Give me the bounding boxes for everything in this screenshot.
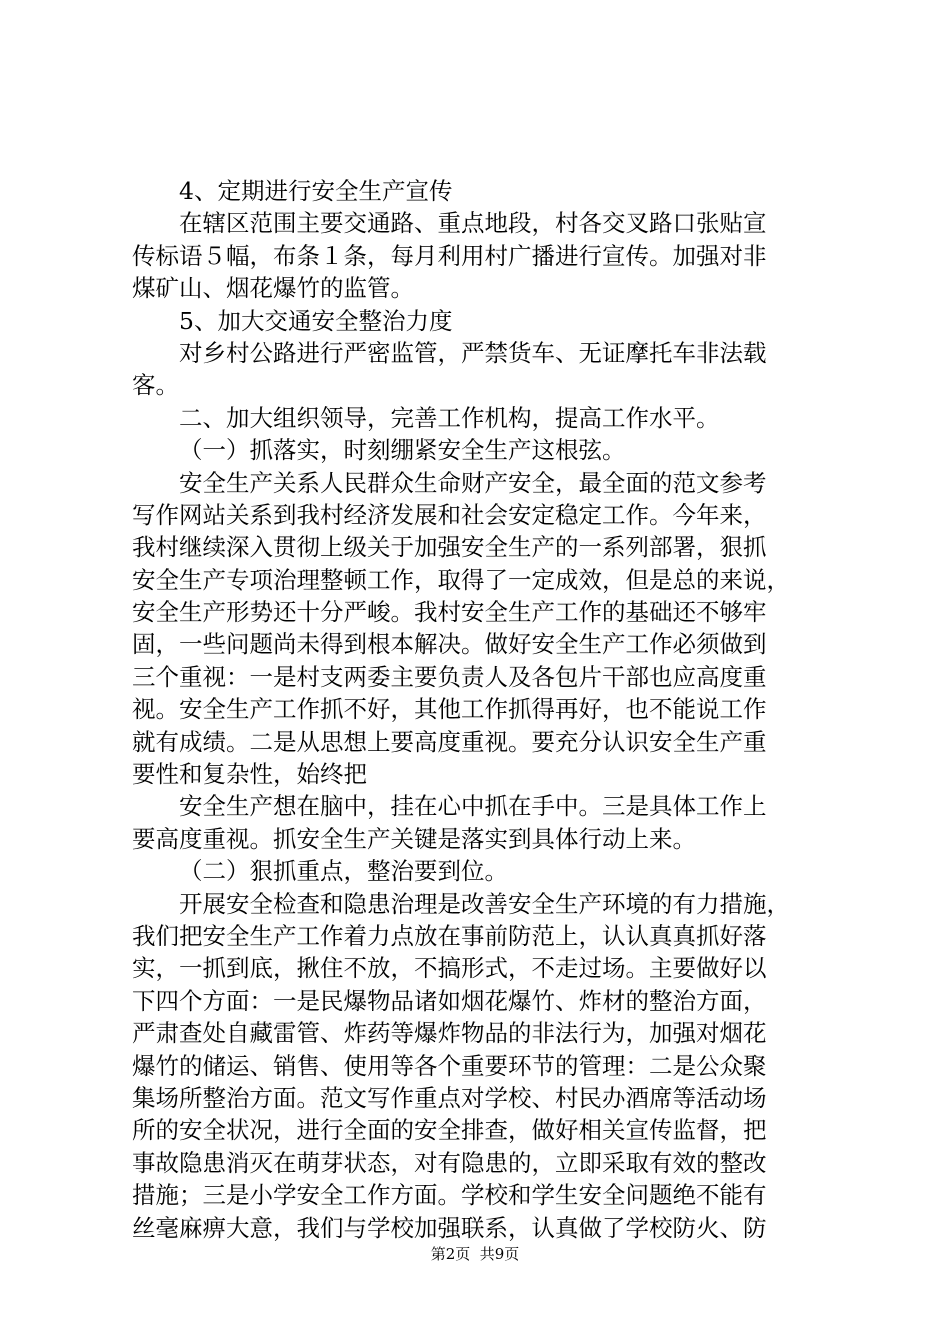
text-line: 措施；三是小学安全工作方面。学校和学生安全问题绝不能有 xyxy=(132,1181,767,1210)
text-line: 事故隐患消灭在萌芽状态，对有隐患的，立即采取有效的整改 xyxy=(132,1148,767,1177)
text-line: 在辖区范围主要交通路、重点地段，村各交叉路口张贴宣 xyxy=(179,209,767,238)
text-line: 就有成绩。二是从思想上要高度重视。要充分认识安全生产重 xyxy=(132,727,767,756)
text-line: 开展安全检查和隐患治理是改善安全生产环境的有力措施， xyxy=(179,889,790,918)
text-line: 要高度重视。抓安全生产关键是落实到具体行动上来。 xyxy=(132,824,696,853)
text-line: 下四个方面：一是民爆物品诸如烟花爆竹、炸材的整治方面， xyxy=(132,986,767,1015)
text-line: 我村继续深入贯彻上级关于加强安全生产的一系列部署，狠抓 xyxy=(132,533,767,562)
text-line: 煤矿山、烟花爆竹的监管。 xyxy=(132,274,414,303)
text-line: 所的安全状况，进行全面的安全排查，做好相关宣传监督，把 xyxy=(132,1116,767,1145)
text-line: 客。 xyxy=(132,371,179,400)
section-heading-5: 5、加大交通安全整治力度 xyxy=(179,306,453,335)
text-line: 写作网站关系到我村经济发展和社会安定稳定工作。今年来， xyxy=(132,500,767,529)
text-line: 我们把安全生产工作着力点放在事前防范上，认认真真抓好落 xyxy=(132,921,767,950)
section-heading-2: 二、加大组织领导，完善工作机构，提高工作水平。 xyxy=(179,403,720,432)
text-line: 要性和复杂性，始终把 xyxy=(132,760,367,789)
text-line: 固，一些问题尚未得到根本解决。做好安全生产工作必须做到 xyxy=(132,630,767,659)
section-heading-4: 4、定期进行安全生产宣传 xyxy=(179,177,453,205)
document-body xyxy=(132,175,832,1244)
subsection-heading-1: （一）抓落实，时刻绷紧安全生产这根弦。 xyxy=(179,436,626,465)
text-line: 严肃查处自藏雷管、炸药等爆炸物品的非法行为，加强对烟花 xyxy=(132,1019,767,1048)
text-line: 视。安全生产工作抓不好，其他工作抓得再好，也不能说工作 xyxy=(132,695,767,724)
text-line: 传标语５幅，布条１条，每月利用村广播进行宣传。加强对非 xyxy=(132,241,767,270)
text-line: 安全生产专项治理整顿工作，取得了一定成效，但是总的来说， xyxy=(132,565,790,594)
text-line: 安全生产关系人民群众生命财产安全，最全面的范文参考 xyxy=(179,468,767,497)
text-line: 丝毫麻痹大意，我们与学校加强联系，认真做了学校防火、防 xyxy=(132,1213,767,1242)
text-line: 爆竹的储运、销售、使用等各个重要环节的管理：二是公众聚 xyxy=(132,1051,767,1080)
text-line: 实，一抓到底，揪住不放，不搞形式，不走过场。主要做好以 xyxy=(132,954,767,983)
text-line: 三个重视：一是村支两委主要负责人及各包片干部也应高度重 xyxy=(132,662,767,691)
text-line: 安全生产形势还十分严峻。我村安全生产工作的基础还不够牢 xyxy=(132,598,767,627)
page-number-footer: 第2页 共9页 xyxy=(430,1245,520,1263)
text-line: 安全生产想在脑中，挂在心中抓在手中。三是具体工作上 xyxy=(179,792,767,821)
subsection-heading-2: （二）狠抓重点，整治要到位。 xyxy=(179,857,508,886)
text-line: 集场所整治方面。范文写作重点对学校、村民办酒席等活动场 xyxy=(132,1083,767,1112)
text-line: 对乡村公路进行严密监管，严禁货车、无证摩托车非法载 xyxy=(179,338,767,367)
